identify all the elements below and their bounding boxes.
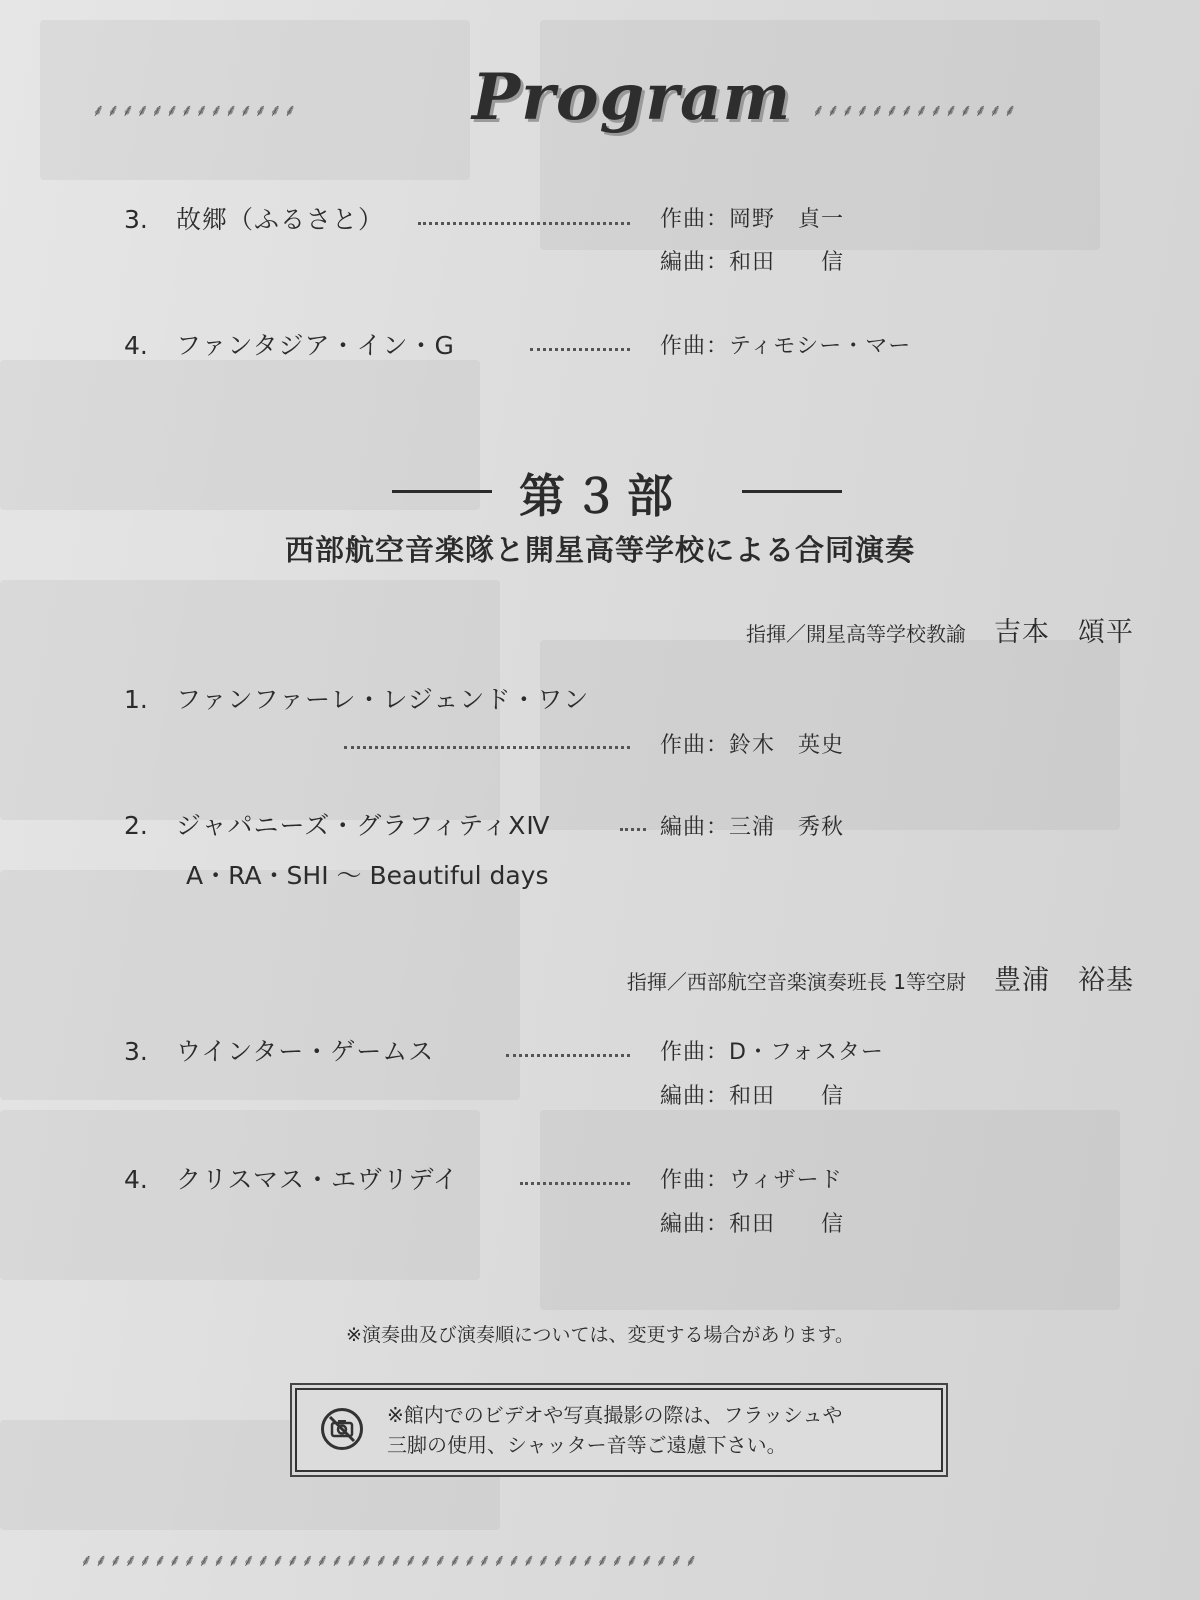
arranger-credit: 編曲：和田 信 — [660, 1084, 845, 1109]
ornament-left: ⸙⸙⸙⸙⸙⸙⸙⸙⸙⸙⸙⸙⸙⸙ — [92, 101, 299, 121]
heading-rule-right — [742, 490, 842, 493]
composer-credit: 作曲：D・フォスター — [660, 1040, 884, 1065]
page-title: Program — [472, 60, 792, 135]
no-camera-icon — [321, 1408, 363, 1450]
item-number: 1. — [124, 685, 148, 714]
change-note: ※演奏曲及び演奏順については、変更する場合があります。 — [345, 1324, 855, 1346]
arranger-credit: 編曲：和田 信 — [660, 250, 845, 275]
item-subtitle: A・RA・SHI ～ Beautiful days — [186, 861, 549, 890]
item-number: 4. — [124, 331, 148, 360]
item-number: 4. — [124, 1165, 148, 1194]
photo-notice-box — [295, 1388, 943, 1472]
leader-dots — [344, 746, 630, 749]
leader-dots — [506, 1054, 630, 1057]
leader-dots — [520, 1182, 630, 1185]
program-item — [124, 806, 550, 842]
notice-line: 三脚の使用、シャッター音等ご遠慮下さい。 — [387, 1433, 787, 1457]
ornament-bottom: ⸙⸙⸙⸙⸙⸙⸙⸙⸙⸙⸙⸙⸙⸙⸙⸙⸙⸙⸙⸙⸙⸙⸙⸙⸙⸙⸙⸙⸙⸙⸙⸙⸙⸙⸙⸙⸙⸙⸙⸙⸙⸙ — [80, 1551, 700, 1571]
item-number: 3. — [124, 1037, 148, 1066]
program-item — [124, 200, 384, 236]
composer-credit: 作曲：ウィザード — [660, 1168, 843, 1193]
notice-line: ※館内でのビデオや写真撮影の際は、フラッシュや — [387, 1403, 843, 1427]
arranger-credit: 編曲：三浦 秀秋 — [660, 815, 845, 840]
ornament-right: ⸙⸙⸙⸙⸙⸙⸙⸙⸙⸙⸙⸙⸙⸙ — [812, 101, 1019, 121]
leader-dots — [418, 222, 630, 225]
program-item — [124, 326, 455, 362]
conductor-role: 指揮／西部航空音楽演奏班長 1等空尉 — [626, 970, 966, 994]
composer-credit: 作曲：ティモシー・マー — [660, 334, 912, 359]
photo-notice-text — [387, 1400, 843, 1460]
item-title: ファンタジア・イン・G — [176, 331, 455, 360]
conductor-name: 豊浦 裕基 — [994, 965, 1134, 996]
arranger-credit: 編曲：和田 信 — [660, 1212, 845, 1237]
item-title: ウインター・ゲームス — [176, 1037, 435, 1066]
conductor-role: 指揮／開星高等学校教諭 — [746, 622, 966, 646]
part3-subtitle: 西部航空音楽隊と開星高等学校による合同演奏 — [284, 533, 915, 567]
composer-credit: 作曲：鈴木 英史 — [660, 733, 845, 758]
item-title: 故郷（ふるさと） — [176, 205, 385, 234]
program-item — [124, 680, 589, 716]
item-number: 3. — [124, 205, 148, 234]
program-item — [124, 1032, 434, 1068]
item-number: 2. — [124, 811, 148, 840]
leader-dots — [620, 828, 646, 831]
part3-heading: 第３部 — [519, 469, 681, 523]
item-title: ジャパニーズ・グラフィティⅩⅣ — [176, 811, 551, 840]
leader-dots — [530, 348, 630, 351]
item-title: クリスマス・エヴリデイ — [176, 1165, 459, 1194]
conductor-line — [627, 958, 1134, 997]
composer-credit: 作曲：岡野 貞一 — [660, 207, 845, 232]
conductor-line — [746, 610, 1134, 649]
conductor-name: 吉本 頌平 — [994, 617, 1134, 648]
item-title: ファンファーレ・レジェンド・ワン — [176, 685, 590, 714]
program-item — [124, 1160, 459, 1196]
